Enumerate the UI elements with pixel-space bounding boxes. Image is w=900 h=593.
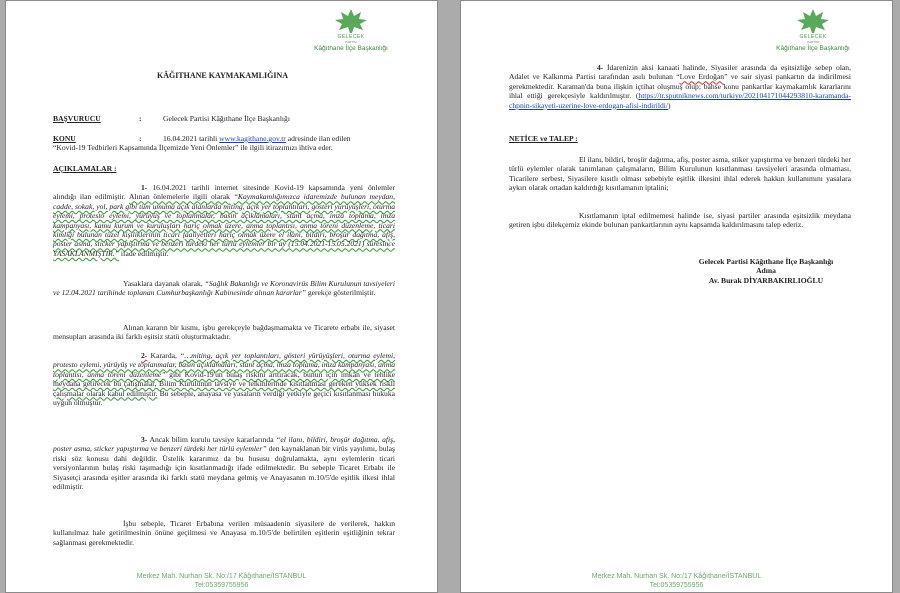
p4-body-b: ” ve sair siyasi pankartın da indirilmesi gerekmektedir. Karaman'da buna ilişkin içtihat oluşmuş olup; bahse konu pankartlar kaymakamlık kararlarını ihlal ettiği gerekçesiyle kaldırılmıştır. (	[509, 72, 851, 101]
result-label: NETİCE ve TALEP :	[509, 134, 578, 143]
p4-body-c: )	[668, 100, 671, 110]
p1-lead: Alınan önlemelerle ilgili olarak	[128, 192, 230, 202]
signature-name: Av. Burak DİYARBAKIRLIOĞLU	[708, 275, 824, 285]
party-logo	[773, 8, 853, 53]
leaf-logo-icon	[334, 8, 368, 34]
logo-sub: PARTİSİ	[345, 40, 357, 44]
subject-text: “Kovid-19 Tedbirleri Kapsamında İlçemizde Yeni Önlemler” ile ilgili itirazımızı ihtiva eder.	[53, 143, 333, 152]
p4-number: 4-	[597, 63, 604, 72]
p4-love-phrase: Love Erdoğan	[679, 72, 725, 82]
sputnik-link[interactable]: https://tr.sputniknews.com/turkiye/202104171044293810-karamanda-chpnin-sikayeti-uzerine-love-erdogan-afisi-indirildi/	[509, 91, 851, 110]
p2-body: gibi Kovid-19'un bulaş riskini arttıracak, bunun için imkân ve tehlike meydana getirecek bu çalışmalar, Bilim Kurulunun tavsiye ve telkinlerinde kısıtlanması gereken yüksek riskli çalışmalar olarak kabul edilmiştir.	[53, 369, 395, 398]
subject-date: 16.04.2021 tarihli	[163, 134, 218, 143]
p3-quote: “el ilanı, bildiri, broşür dağıtma, afiş, poster asma, sticker yapıştırma ve benzeri türdeki her türlü eylemler”	[53, 435, 395, 454]
subject-label: KONU	[53, 134, 76, 143]
applicant-value: Gelecek Partisi Kâğıthane İlçe Başkanlığı	[163, 114, 290, 123]
footer-address: Merkez Mah. Nurhan Sk. No:/17 Kâğıthane/İSTANBUL	[136, 573, 307, 580]
paragraph-conflict: Alınan kararın bir kısmı, işbu gerekçeyle bağdaşmamakta ve Ticarete erbabı ile, siyaset mensupları arasında iki farklı eşitsiz statü oluşturmaktadır.	[53, 323, 395, 342]
request-paragraph-1: El ilanı, bildiri, broşür dağıtma, afiş, poster asma, stiker yapıştırma ve benzeri türdeki her türlü eylemler olarak tanımlanan çalışmaların, Bilim Kurulunun kısıtlanması tavsiyeleri arasında olmaması, Ticarilere serbest, Siyasilere kısıtlı olması sebebiyle eşitlik ilkesini ihlal ederek hakkın kullanımını yasalara aykırı olarak ortadan kaldırdığı kısıtlamanın iptalini;	[509, 155, 851, 193]
p3-intro: Ancak bilim kurulu tavsiye kararlarında	[149, 435, 274, 444]
paragraph-2	[53, 351, 395, 407]
signature-block	[671, 257, 861, 285]
logo-branch: Kâğıthane İlçe Başkanlığı	[776, 45, 850, 52]
explanations-label: AÇIKLAMALAR :	[53, 164, 117, 173]
p1-intro: 16.04.2021 tarihli internet sitesinde Kovid-19 kapsamında yeni önlemler alındığı ilan edilmiştir.	[53, 183, 395, 202]
logo-name: GELECEK	[337, 34, 365, 40]
logo-branch: Kâğıthane İlçe Başkanlığı	[314, 45, 388, 52]
subject-line	[163, 134, 395, 143]
kagithane-link[interactable]: www.kagithane.gov.tr	[219, 134, 286, 143]
party-logo	[311, 8, 391, 53]
footer-phone: Tel:05359755956	[649, 582, 704, 589]
footer-phone: Tel:05359755956	[194, 582, 249, 589]
paragraph-4-continued	[509, 63, 851, 110]
basis-tail: gerekçe gösterilmiştir.	[307, 288, 376, 298]
subject-separator: :	[139, 134, 142, 143]
applicant-label: BAŞVURUCU	[53, 114, 101, 123]
p1-tail: ifade edilmiştir.	[120, 248, 169, 258]
logo-sub: PARTİSİ	[807, 40, 819, 44]
p1-quote: “Kaymakamlığımızca idaremizde bulunan meydan, cadde, sokak, yol, park gibi tüm umuma açık alanlarda miting, açık yer toplantıları, gösteri yürüyüşleri, oturma eylemi, protesto eylemi, yürüyüş ve toplanmalar, basın açıklamaları, stant açma, imza toplama, imza kampanyası, kamu kurum ve kuruluşları hariç olmak üzere, anma toplantısı, anma töreni düzenleme, ticari kimliği bulunan tüzel kişiliklerinin ticari faaliyetleri hariç olmak üzere el ilanı, bildiri, broşür dağıtma, afiş, poster asma, sticker yapıştırma ve benzeri türdeki her türlü eylemler bir ay (15.04.2021-15.05.2021) süresince YASAKLANMIŞTIR.”	[53, 192, 395, 258]
basis-intro: Yasaklara dayanak olarak,	[123, 279, 203, 288]
paragraph-1	[53, 183, 395, 258]
footer-address: Merkez Mah. Nurhan Sk. No:/17 Kâğıthane/İSTANBUL	[591, 573, 762, 580]
p2-quote: “…miting, açık yer toplantıları, gösteri yürüyüşleri, oturma eylemi, protesto eylemi, yürüyüş ve toplanmalar, basın açıklamaları, stant açma, imza toplama, imza kampanyası, anma toplantısı, anma töreni düzenleme”	[53, 351, 395, 379]
leaf-logo-icon	[796, 8, 830, 34]
paragraph-basis	[53, 279, 395, 298]
p1-number: 1-	[141, 183, 148, 192]
document-page-1	[5, 0, 438, 593]
signature-org: Gelecek Partisi Kâğıthane İlçe Başkanlığı	[698, 257, 834, 266]
applicant-separator: :	[139, 114, 142, 123]
paragraph-3	[53, 435, 395, 491]
logo-name: GELECEK	[799, 34, 827, 40]
p3-body: den kaynaklanan bir virüs yayılımı, bulaş riski söz konusu dahi değildir. Üstelik kararımız da bu hususu doğrulamakta, aynı eylemlerin ticari versiyonlarının bulaş riski taşımadığı için kısıtlanmadığı ifade edilmektedir. Bu sebeple Ticaret Erbabı ile Siyasetçi arasında eşitler arasında iki farklı statü meydana gelmiş ve Anayasanın m.10/5'de eşitlik ilkesi ihlal edilmiştir.	[53, 444, 395, 492]
paragraph-4: İşbu sebeple, Ticaret Erbabına verilen müsaadenin siyasilere de verilerek, hakkın kullanılmaz hale getirilmesinin önüne geçilmesi ve Anayasa m.10/5'de belirtilen eşitlerin eşitliğinin tekrar sağlanması gerekmektedir.	[53, 519, 395, 547]
basis-quote: “Sağlık Bakanlığı ve Koronavirüs Bilim Kurulunun tavsiyeleri ve 12.04.2021 tarihinde toplanan Cumhurbaşkanlığı Kabinesinde alınan kararlar”	[53, 279, 395, 298]
p4-body-a: İdarenizin aksi kanaati halinde, Siyasiler arasında da eşitsizliğe sebep olan, Adalet ve Kalkınma Partisi tarafından asılı bulunan “	[509, 63, 851, 82]
p2-tail: Bu sebeple, anayasa ve yasaların verdiği yetkiyle geçici kısıtlanması hukuka uygun olmuştur.	[53, 388, 395, 408]
page-footer	[6, 572, 437, 590]
page-footer	[461, 572, 892, 590]
page-title: KÂĞITHANE KAYMAKAMLIĞINA	[156, 71, 289, 80]
p2-number: 2-	[141, 351, 148, 360]
signature-behalf: Adına	[756, 266, 776, 276]
p3-number: 3-	[141, 435, 148, 444]
document-page-2	[460, 0, 893, 593]
request-paragraph-2: Kısıtlamanın iptal edilmemesi halinde ise, siyasi partiler arasında eşitsizlik meydana getiren işbu dilekçemiz ekinde bulunan pankartlarının aynı kapsamda kaldırılmasını talep ederiz.	[509, 211, 851, 230]
subject-rest: adresinde ilan edilen	[287, 134, 351, 143]
p2-intro: Kararda,	[150, 351, 177, 360]
